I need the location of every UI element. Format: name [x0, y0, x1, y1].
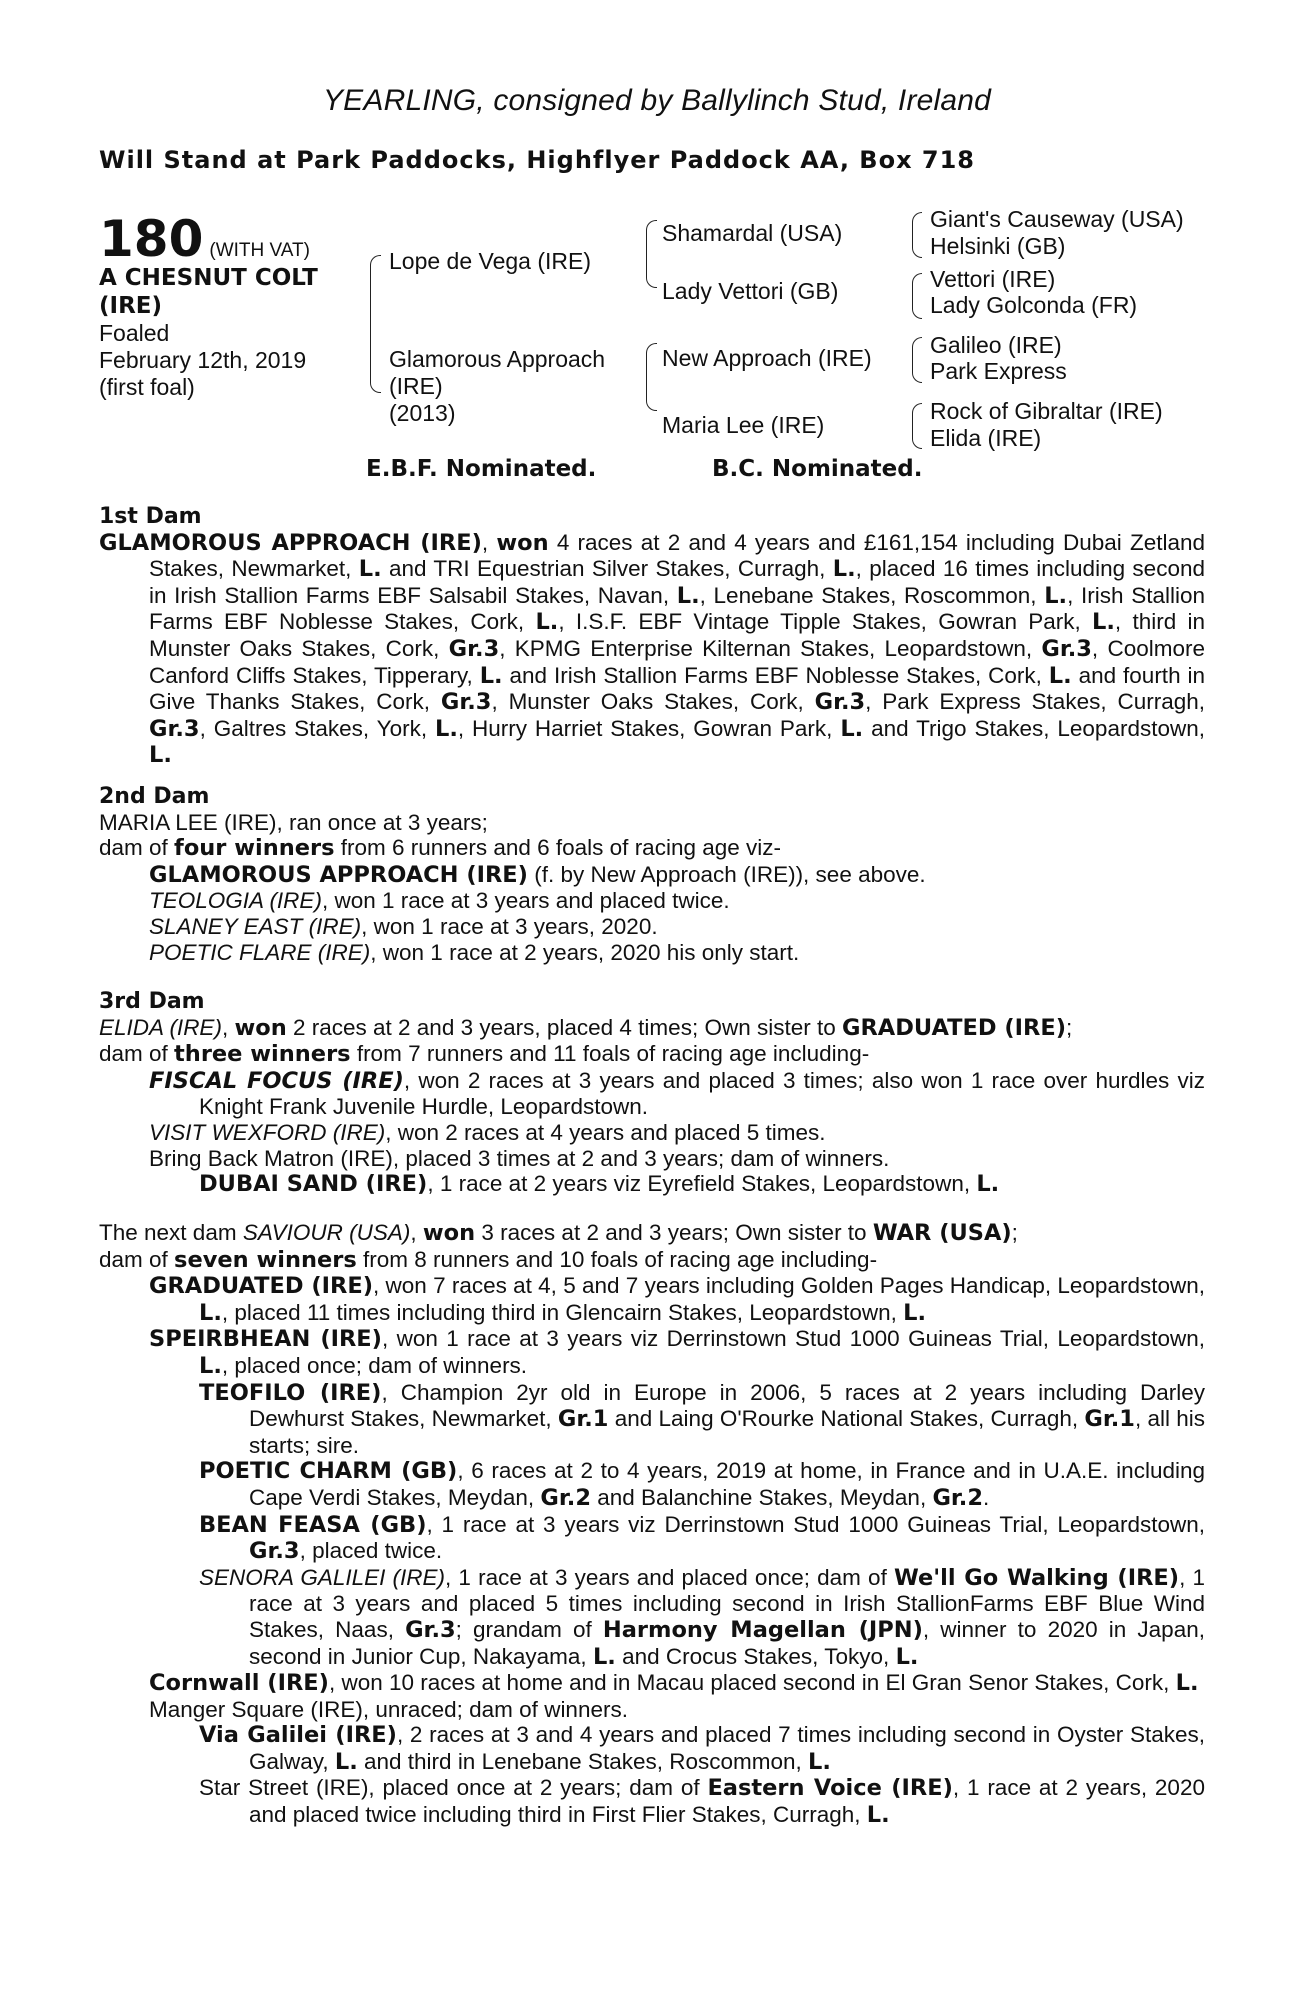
offspring-text: , won 2 races at 4 years and placed 5 times. — [385, 1119, 826, 1145]
listed-mark: L. — [1044, 582, 1068, 609]
grand-offspring-name: Eastern Voice (IRE) — [707, 1775, 953, 1802]
horse-name-line2: (IRE) — [99, 293, 163, 319]
offspring-entry — [99, 862, 1205, 889]
group-mark: Gr.3 — [405, 1616, 456, 1643]
offspring-name: TEOLOGIA (IRE) — [149, 888, 322, 914]
offspring-entry — [99, 1120, 1205, 1146]
listed-mark: L. — [1092, 609, 1115, 636]
third-dam-record: ELIDA (IRE), won 2 races at 2 and 3 years, placed 4 times; Own sister to GRADUATED (IRE); — [99, 1014, 1073, 1041]
record-text: and TRI Equestrian Silver Stakes, Curragh, — [381, 556, 833, 582]
fourth-dam-produce-summary — [99, 1247, 1205, 1274]
offspring-text: , 1 race at 2 years, 2020 and placed twice including third in First Flier Stakes, Curragh, — [249, 1775, 1205, 1828]
pedigree-sire: Lope de Vega (IRE) — [389, 248, 592, 274]
record-text: 3 races at 2 and 3 years; Own sister to — [475, 1220, 873, 1245]
second-dam-record: MARIA LEE (IRE), ran once at 3 years; — [99, 809, 488, 835]
offspring-name: SLANEY EAST (IRE) — [149, 913, 362, 939]
record-text: , — [410, 1220, 423, 1245]
group-mark: Gr.1 — [1084, 1406, 1135, 1433]
won-label: won — [422, 1220, 476, 1246]
pedigree-dam-dam: Maria Lee (IRE) — [662, 412, 825, 438]
pedigree-brace-gen1 — [370, 255, 381, 393]
offspring-text: and Balanchine Stakes, Meydan, — [590, 1484, 933, 1510]
offspring-text: , placed once; dam of winners. — [221, 1352, 528, 1378]
offspring-name: TEOFILO (IRE) — [199, 1379, 382, 1406]
fourth-dam-section — [99, 1220, 1205, 1829]
dam-of-label: dam of — [99, 835, 175, 861]
offspring-text: , won 1 race at 3 years and placed twice. — [321, 888, 730, 914]
foals-text: from 6 runners and 6 foals of racing age viz- — [334, 835, 782, 861]
record-text: , third in Munster Oaks Stakes, Cork, — [149, 609, 1205, 661]
offspring-entry — [99, 1380, 1205, 1459]
record-text: 4 races at 2 and 4 years and £161,154 including Dubai Zetland Stakes, Newmarket, — [149, 529, 1205, 582]
offspring-name: SPEIRBHEAN (IRE) — [149, 1326, 382, 1353]
pedigree-ss-dam: Helsinki (GB) — [930, 233, 1066, 259]
record-text: and Trigo Stakes, Leopardstown, — [863, 715, 1205, 741]
grand-offspring-name: Harmony Magellan (JPN) — [602, 1616, 923, 1643]
offspring-text: and Crocus Stakes, Tokyo, — [615, 1643, 896, 1669]
record-text: 2 races at 2 and 3 years, placed 4 times; Own sister to — [286, 1014, 842, 1040]
pedigree-dd-dam: Elida (IRE) — [930, 425, 1042, 451]
offspring-entry — [99, 1722, 1205, 1775]
foaled-date: February 12th, 2019 — [99, 347, 307, 373]
offspring-text: (f. by New Approach (IRE)), see above. — [527, 861, 926, 887]
pedigree-ds-dam: Park Express — [930, 358, 1067, 384]
record-text: and Irish Stallion Farms EBF Noblesse Stakes, Cork, — [502, 662, 1049, 688]
foaled-label: Foaled — [99, 320, 170, 346]
listed-mark: L. — [895, 1643, 919, 1670]
offspring-text: , won 10 races at home and in Macau placed second in El Gran Senor Stakes, Cork, — [328, 1670, 1176, 1696]
offspring-entry — [99, 1068, 1205, 1120]
horse-name-line1: A CHESNUT COLT — [99, 265, 318, 291]
pedigree-dam-sire: New Approach (IRE) — [662, 345, 872, 371]
listed-mark: L. — [434, 715, 458, 742]
offspring-entry — [99, 1512, 1205, 1565]
offspring-text: , placed 11 times including third in Glencairn Stakes, Leopardstown, — [221, 1299, 904, 1325]
pedigree-sire-sire: Shamardal (USA) — [662, 220, 843, 246]
fourth-dam-record — [99, 1220, 1205, 1247]
offspring-text: , Champion 2yr old in Europe in 2006, 5 races at 2 years including Darley Dewhurst Stakes, Newmarket, — [249, 1379, 1206, 1432]
offspring-text: , 1 race at 3 years and placed 5 times including second in Irish StallionFarms EBF Blue Wind Stakes, Naas, — [249, 1564, 1205, 1642]
record-text: , I.S.F. EBF Vintage Tipple Stakes, Gowran Park, — [558, 609, 1093, 635]
offspring-text: . — [983, 1484, 990, 1510]
offspring-name: Cornwall (IRE) — [149, 1670, 329, 1697]
offspring-name: Via Galilei (IRE) — [199, 1722, 397, 1749]
listed-mark: L. — [866, 1802, 890, 1829]
offspring-entry — [99, 1171, 1205, 1198]
offspring-text: , won 7 races at 4, 5 and 7 years including Golden Pages Handicap, Leopardstown, — [373, 1273, 1205, 1299]
offspring-text: , winner to 2020 in Japan, second in Junior Cup, Nakayama, — [249, 1616, 1205, 1669]
second-dam-section — [99, 784, 1205, 965]
record-text: ; — [1065, 1014, 1073, 1040]
first-dam-section — [99, 504, 1205, 769]
offspring-text: , 1 race at 3 years and placed once; dam of — [445, 1564, 894, 1590]
offspring-entry — [99, 940, 1205, 966]
pedigree-sd-dam: Lady Golconda (FR) — [930, 292, 1138, 318]
group-mark: Gr.3 — [1041, 635, 1092, 662]
listed-mark: L. — [676, 582, 700, 609]
sister-name: GRADUATED (IRE) — [841, 1014, 1066, 1041]
offspring-entry — [99, 1565, 1205, 1670]
pedigree-sd-sire: Vettori (IRE) — [930, 266, 1056, 292]
listed-mark: L. — [832, 556, 856, 583]
pedigree-dam-line2: (IRE) — [389, 373, 443, 399]
lot-number: 180 — [99, 210, 204, 268]
record-text: , Coolmore Canford Cliffs Stakes, Tipperary, — [149, 635, 1205, 688]
offspring-text: , 6 races at 2 to 4 years, 2019 at home, in France and in U.A.E. including Cape Verdi Stakes, Meydan, — [249, 1458, 1205, 1510]
offspring-text: and Laing O'Rourke National Stakes, Curragh, — [608, 1406, 1085, 1432]
record-text: ; — [1011, 1220, 1018, 1245]
group-mark: Gr.3 — [249, 1538, 300, 1565]
record-text: , placed 16 times including second in Irish Stallion Farms EBF Salsabil Stakes, Navan, — [149, 556, 1205, 608]
third-dam-heading: 3rd Dam — [99, 989, 205, 1014]
won-label: won — [234, 1014, 287, 1041]
won-label: won — [496, 529, 549, 556]
stand-location: Will Stand at Park Paddocks, Highflyer Paddock AA, Box 718 — [99, 146, 976, 174]
record-text: , Galtres Stakes, York, — [199, 715, 435, 741]
listed-mark: L. — [199, 1299, 222, 1326]
offspring-text: , all his starts; sire. — [249, 1406, 1205, 1458]
offspring-text: Star Street (IRE), placed once at 2 years; dam of — [199, 1775, 708, 1801]
third-dam-produce-summary — [99, 1041, 1205, 1068]
listed-mark: L. — [535, 609, 559, 636]
pedigree-brace-ds — [912, 337, 922, 383]
group-mark: Gr.3 — [149, 715, 200, 742]
pedigree-dam-line1: Glamorous Approach — [389, 346, 606, 372]
third-dam-name: ELIDA (IRE) — [99, 1014, 222, 1040]
offspring-entry — [99, 1326, 1205, 1379]
record-text: , Park Express Stakes, Curragh, — [865, 689, 1205, 715]
horse-description — [99, 264, 318, 401]
pedigree-dd-sire: Rock of Gibraltar (IRE) — [930, 398, 1163, 424]
group-mark: Gr.2 — [932, 1484, 984, 1511]
offspring-name: BEAN FEASA (GB) — [199, 1511, 427, 1538]
vat-note: (WITH VAT) — [209, 240, 310, 261]
listed-mark: L. — [199, 1352, 222, 1379]
pedigree-dam-line3: (2013) — [389, 400, 456, 426]
offspring-text: , 1 race at 2 years viz Eyrefield Stakes, Leopardstown, — [427, 1171, 977, 1197]
pedigree-brace-sire — [646, 220, 657, 288]
record-text: , Irish Stallion Farms EBF Noblesse Stakes, Cork, — [149, 582, 1205, 635]
offspring-text: , 2 races at 3 and 4 years and placed 7 times including second in Oyster Stakes, Galway, — [249, 1722, 1205, 1774]
listed-mark: L. — [1048, 662, 1072, 689]
listed-mark: L. — [976, 1171, 1000, 1198]
pedigree-brace-ss — [912, 212, 922, 258]
offspring-text: , won 1 race at 3 years, 2020. — [361, 913, 658, 939]
winners-count: four winners — [174, 835, 335, 862]
pedigree-brace-sd — [912, 273, 922, 319]
dam-of-label: dam of — [99, 1041, 175, 1067]
record-text: , Munster Oaks Stakes, Cork, — [491, 689, 815, 715]
winners-count: three winners — [174, 1041, 351, 1068]
offspring-text: , won 2 races at 3 years and placed 3 times; also won 1 race over hurdles viz Knight Frank Juvenile Hurdle, Leopardstown. — [199, 1067, 1205, 1120]
group-mark: Gr.3 — [440, 689, 492, 716]
sister-name: WAR (USA) — [872, 1220, 1012, 1246]
group-mark: Gr.2 — [540, 1484, 591, 1511]
offspring-name: POETIC CHARM (GB) — [199, 1458, 458, 1485]
listed-mark: L. — [903, 1299, 926, 1326]
offspring-text: ; grandam of — [455, 1616, 603, 1642]
consignment-line: YEARLING, consigned by Ballylinch Stud, Ireland — [322, 84, 992, 117]
pedigree-ds-sire: Galileo (IRE) — [930, 332, 1062, 358]
listed-mark: L. — [808, 1748, 831, 1775]
listed-mark: L. — [840, 715, 864, 742]
offspring-name: SENORA GALILEI (IRE) — [199, 1564, 446, 1590]
bc-nominated: B.C. Nominated. — [712, 456, 923, 482]
first-dam-heading: 1st Dam — [99, 504, 202, 529]
group-mark: Gr.1 — [557, 1406, 609, 1433]
offspring-name: DUBAI SAND (IRE) — [199, 1171, 428, 1198]
pedigree-brace-dam — [646, 343, 657, 411]
fourth-dam-name: SAVIOUR (USA) — [242, 1220, 411, 1245]
offspring-name: GLAMOROUS APPROACH (IRE) — [149, 861, 528, 888]
pedigree-ss-sire: Giant's Causeway (USA) — [930, 206, 1184, 232]
offspring-entry — [99, 888, 1205, 914]
third-dam-section — [99, 989, 1205, 1198]
record-text: and fourth in Give Thanks Stakes, Cork, — [149, 662, 1206, 715]
ebf-nominated: E.B.F. Nominated. — [366, 456, 597, 482]
foals-text: from 8 runners and 10 foals of racing age including- — [356, 1246, 878, 1272]
offspring-text: , placed twice. — [299, 1538, 443, 1564]
offspring-entry — [99, 1458, 1205, 1511]
foal-note: (first foal) — [99, 374, 195, 400]
listed-mark: L. — [358, 556, 382, 583]
listed-mark: L. — [592, 1643, 616, 1670]
offspring-entry — [99, 1775, 1205, 1828]
record-text: , Lenebane Stakes, Roscommon, — [699, 582, 1045, 608]
listed-mark: L. — [479, 662, 503, 689]
pedigree-brace-dd — [912, 403, 922, 449]
offspring-text: , won 1 race at 2 years, 2020 his only start. — [370, 939, 800, 965]
record-text: The next dam — [99, 1220, 243, 1245]
offspring-text: , won 1 race at 3 years viz Derrinstown Stud 1000 Guineas Trial, Leopardstown, — [381, 1326, 1205, 1352]
foals-text: from 7 runners and 11 foals of racing age including- — [350, 1041, 870, 1067]
grand-offspring-name: We'll Go Walking (IRE) — [893, 1564, 1180, 1591]
first-dam-name: GLAMOROUS APPROACH (IRE) — [99, 529, 482, 556]
second-dam-heading: 2nd Dam — [99, 784, 210, 809]
pedigree-sire-dam: Lady Vettori (GB) — [662, 278, 839, 304]
listed-mark: L. — [149, 742, 172, 769]
dam-of-label: dam of — [99, 1246, 175, 1272]
offspring-entry: Manger Square (IRE), unraced; dam of winners. — [149, 1696, 628, 1722]
offspring-entry: Bring Back Matron (IRE), placed 3 times at 2 and 3 years; dam of winners. — [149, 1145, 890, 1171]
winners-count: seven winners — [174, 1246, 357, 1273]
offspring-text: , 1 race at 3 years viz Derrinstown Stud 1000 Guineas Trial, Leopardstown, — [426, 1511, 1205, 1537]
offspring-name: FISCAL FOCUS (IRE) — [149, 1067, 404, 1094]
first-dam-record: GLAMOROUS APPROACH (IRE), won 4 races at 2 and 4 years and £161,154 including Dubai Zetland Stakes, Newmarket, L. and TRI Equestrian Silver Stakes, Curragh, L., placed 16 times including second in Irish Stallion Farms EBF Salsabil Stakes, Navan, L., Lenebane Stakes, Roscommon, L., Irish Stallion Farms EBF Noblesse Stakes, Cork, L., I.S.F. EBF Vintage Tipple Stakes, Gowran Park, L., third in Munster Oaks Stakes, Cork, Gr.3, KPMG Enterprise Kilternan Stakes, Leopardstown, Gr.3, Coolmore Canford Cliffs Stakes, Tipperary, L. and Irish Stallion Farms EBF Noblesse Stakes, Cork, L. and fourth in Give Thanks Stakes, Cork, Gr.3, Munster Oaks Stakes, Cork, Gr.3, Park Express Stakes, Curragh, Gr.3, Galtres Stakes, York, L., Hurry Harriet Stakes, Gowran Park, L. and Trigo Stakes, Leopardstown, L. — [99, 529, 1206, 769]
offspring-name: POETIC FLARE (IRE) — [149, 939, 371, 965]
offspring-name: GRADUATED (IRE) — [149, 1273, 374, 1300]
record-text: , Hurry Harriet Stakes, Gowran Park, — [457, 715, 841, 741]
offspring-name: VISIT WEXFORD (IRE) — [149, 1119, 386, 1145]
offspring-entry — [99, 1670, 1205, 1697]
group-mark: Gr.3 — [814, 689, 866, 716]
second-dam-produce-summary — [99, 835, 1205, 862]
record-text: , KPMG Enterprise Kilternan Stakes, Leopardstown, — [499, 635, 1042, 661]
group-mark: Gr.3 — [448, 635, 500, 662]
offspring-entry — [99, 1273, 1205, 1326]
offspring-entry — [99, 914, 1205, 940]
listed-mark: L. — [1175, 1670, 1199, 1697]
listed-mark: L. — [334, 1748, 358, 1775]
offspring-text: and third in Lenebane Stakes, Roscommon, — [357, 1748, 809, 1774]
lot-number-block — [99, 210, 310, 268]
